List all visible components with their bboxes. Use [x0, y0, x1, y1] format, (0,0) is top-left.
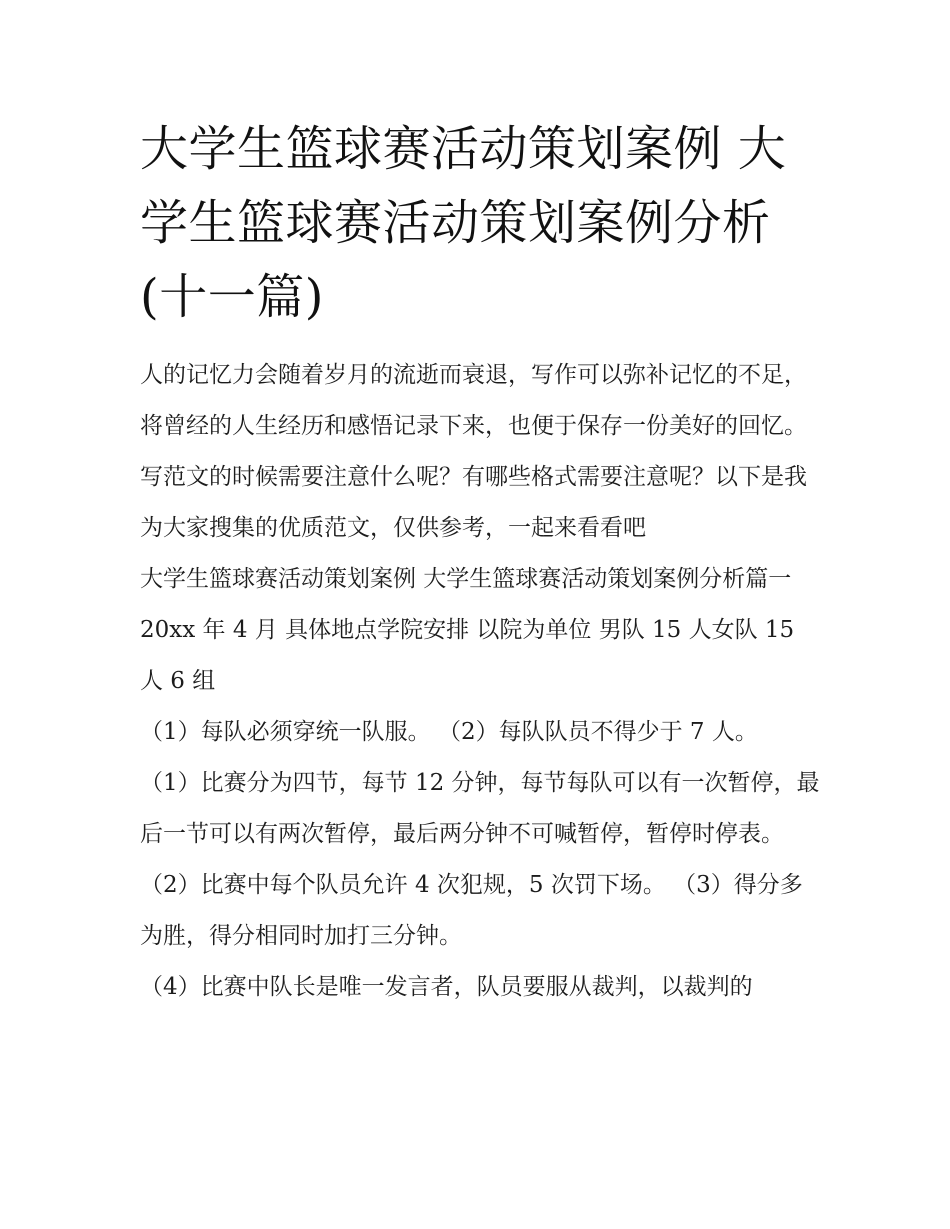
captain-rules-paragraph: （4）比赛中队长是唯一发言者，队员要服从裁判，以裁判的 [140, 974, 753, 1000]
document-title: 大学生篮球赛活动策划案例 大学生篮球赛活动策划案例分析(十一篇) [140, 121, 787, 325]
foul-rules-paragraph: （2）比赛中每个队员允许 4 次犯规，5 次罚下场。 （3）得分多为胜，得分相同时加打三分钟。 [140, 872, 803, 949]
document-body [140, 112, 820, 1013]
team-rules-paragraph: （1）每队必须穿统一队服。 （2）每队队员不得少于 7 人。 [140, 719, 758, 745]
intro-paragraph: 人的记忆力会随着岁月的流逝而衰退，写作可以弥补记忆的不足，将曾经的人生经历和感悟记录下来，也便于保存一份美好的回忆。写范文的时候需要注意什么呢？有哪些格式需要注意呢？以下是我为大家搜集的优质范文，仅供参考，一起来看看吧 [140, 362, 807, 541]
event-info-paragraph: 大学生篮球赛活动策划案例 大学生篮球赛活动策划案例分析篇一 20xx 年 4 月 具体地点学院安排 以院为单位 男队 15 人女队 15 人 6 组 [140, 566, 795, 694]
game-rules-paragraph: （1）比赛分为四节，每节 12 分钟，每节每队可以有一次暂停，最后一节可以有两次暂停，最后两分钟不可喊暂停，暂停时停表。 [140, 770, 820, 847]
